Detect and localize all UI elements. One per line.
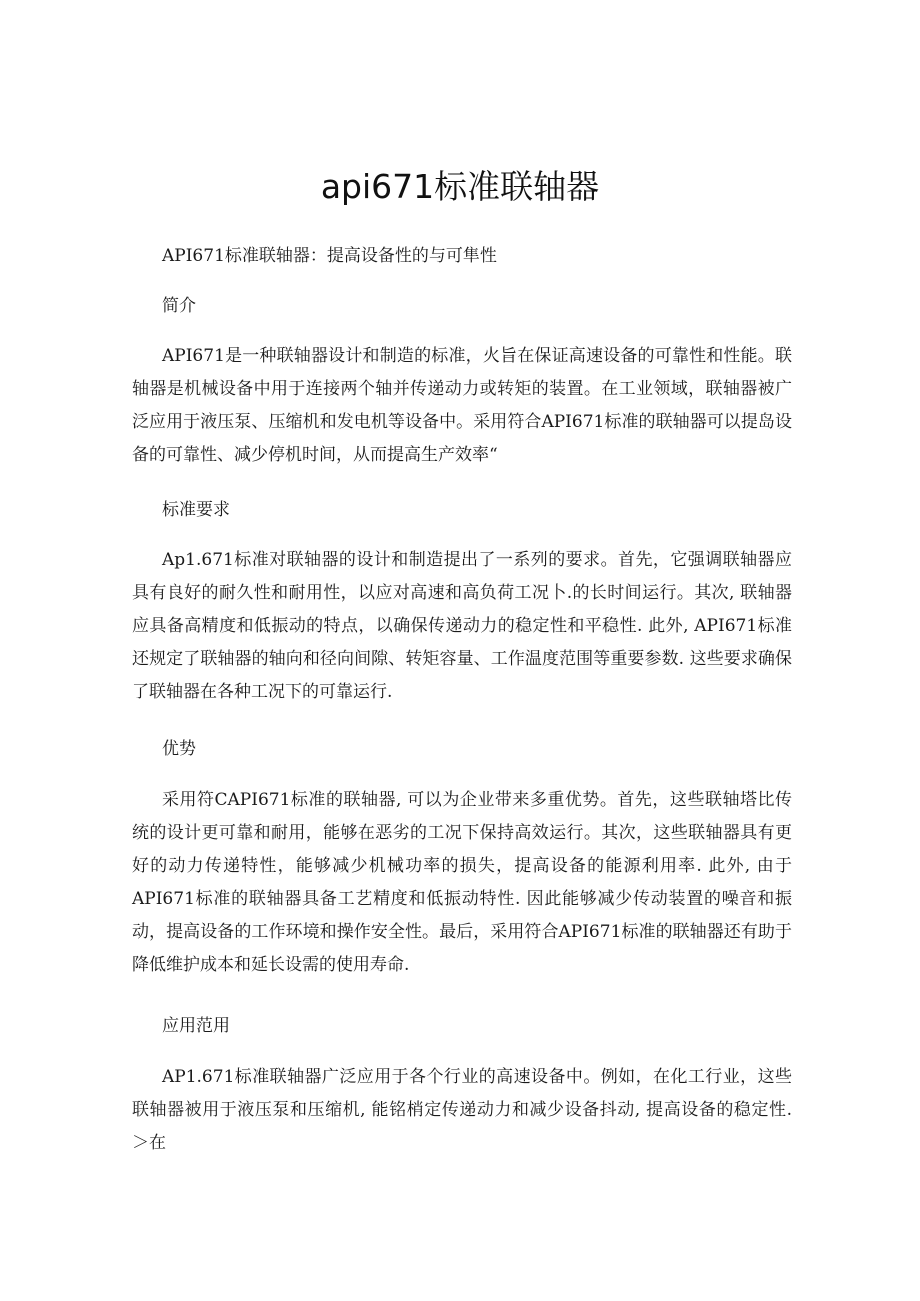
- page-title: api671标准联轴器: [320, 167, 600, 206]
- section-body-applications: AP1.671标准联轴器广泛应用于各个行业的高速设备中。例如，在化工行业，这些联轴器被用于液压泵和压缩机, 能铭梢定传递动力和减少设备抖动, 提高设备的稳定性. ＞在: [132, 1067, 792, 1153]
- section-body-advantages: 采用符CAPI671标准的联轴器, 可以为企业带来多重优势。首先，这些联轴塔比传统的设计更可靠和耐用，能够在恶劣的工况下保持高效运行。其次，这些联轴器具有更好的动力传递特性，能够减少机械功率的损失，提高设备的能源利用率. 此外, 由于API671标准的联轴器具备工艺精度和低振动特性. 因此能够减少传动装置的噪音和振动，提高设备的工作环境和操作安全性。最后，采用符合API671标准的联轴器还有助于降低维护成本和延长设需的使用寿命.: [132, 790, 792, 975]
- section-heading-requirements: 标准要求: [162, 500, 230, 520]
- section-heading-advantages: 优势: [162, 739, 196, 759]
- section-body-intro: API671是一种联轴器设计和制造的标准，火旨在保证高速设备的可靠性和性能。联轴器是机械设备中用于连接两个轴并传递动力或转矩的装置。在工业领域，联轴器被广泛应用于液压泵、压缩机和发电机等设备中。采用符合API671标准的联轴器可以提岛设备的可靠性、减少停机时间，从而提高生产效率“: [132, 346, 792, 465]
- section-body-requirements: Ap1.671标准对联轴器的设计和制造提出了一系列的要求。首先，它强调联轴器应具有良好的耐久性和耐用性，以应对高速和高负荷工况卜.的长时间运行。其次, 联轴器应具备高精度和低振动的特点，以确保传递动力的稳定性和平稳性. 此外, API671标准还规定了联轴器的轴向和径向间隙、转矩容量、工作温度范围等重要参数. 这些要求确保了联轴器在各种工况下的可靠运行.: [132, 550, 792, 702]
- section-heading-intro: 简介: [162, 296, 196, 316]
- document-subtitle: API671标准联轴器：提高设备性的与可隼性: [162, 246, 497, 266]
- section-heading-applications: 应用范用: [162, 1016, 230, 1036]
